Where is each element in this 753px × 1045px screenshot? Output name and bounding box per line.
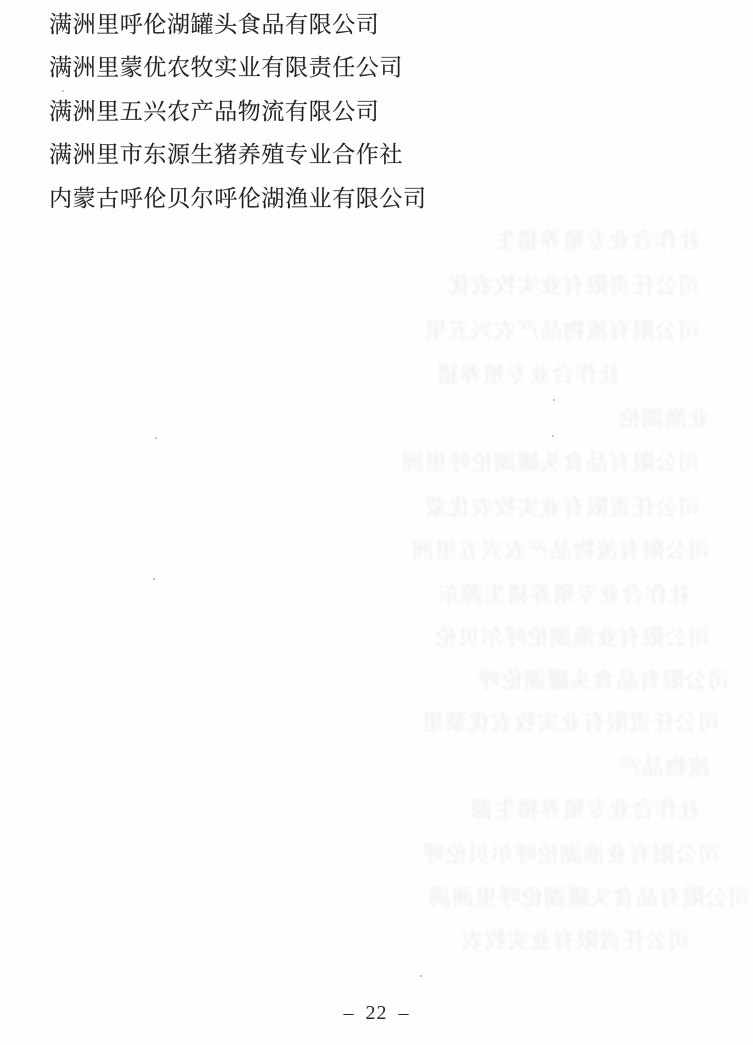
bleedthrough-row: 流物品产	[617, 755, 710, 780]
scan-speck	[155, 437, 157, 439]
bleedthrough-row: 司公限有流物品产农兴五里洲	[410, 538, 710, 563]
bleedthrough-row: 社作合业专殖养猪生源东	[436, 582, 690, 607]
scan-speck	[62, 90, 64, 92]
bleedthrough-row: 司公任责限有业实牧农优	[446, 273, 700, 298]
bleedthrough-row: 司公任责限有业实牧农优蒙里	[420, 710, 720, 735]
scan-speck	[153, 578, 155, 580]
bleedthrough-row: 司公限有品食头罐湖伦呼里洲满	[427, 885, 750, 910]
company-list	[49, 3, 427, 220]
bleedthrough-row: 社作合业专殖养猪生	[492, 228, 700, 253]
bleedthrough-row: 司公任责限有业实牧农优蒙	[423, 495, 700, 520]
bleedthrough-row: 司公任责限有业实牧农	[459, 928, 690, 953]
bleedthrough-row: 业渔湖伦	[617, 406, 710, 431]
bleedthrough-row: 司公限有业渔湖伦呼尔贝伦呼	[420, 842, 720, 867]
scan-speck	[552, 435, 554, 437]
bleedthrough-row: 社作合业专殖养猪生源	[469, 797, 700, 822]
bleedthrough-row: 社作合业专殖养猪	[435, 362, 620, 387]
scan-speck	[420, 975, 422, 977]
scan-speck	[553, 399, 555, 401]
company-name-line: 满洲里蒙优农牧实业有限责任公司	[49, 55, 403, 81]
bleedthrough-row: 司公限有业渔湖伦呼尔贝伦	[433, 625, 710, 650]
bleedthrough-row: 司公限有流物品产农兴五里	[423, 318, 700, 343]
company-name-line: 满洲里市东源生猪养殖专业合作社	[49, 142, 403, 168]
bleedthrough-row: 司公限有品食头罐湖伦呼里洲	[400, 450, 700, 475]
company-name-line: 内蒙古呼伦贝尔呼伦湖渔业有限公司	[49, 185, 427, 211]
company-name-line: 满洲里五兴农产品物流有限公司	[49, 98, 380, 124]
company-name-line: 满洲里呼伦湖罐头食品有限公司	[49, 12, 380, 37]
bleedthrough-row: 司公限有品食头罐湖伦呼	[476, 668, 730, 693]
page-number: – 22 –	[343, 1002, 410, 1024]
